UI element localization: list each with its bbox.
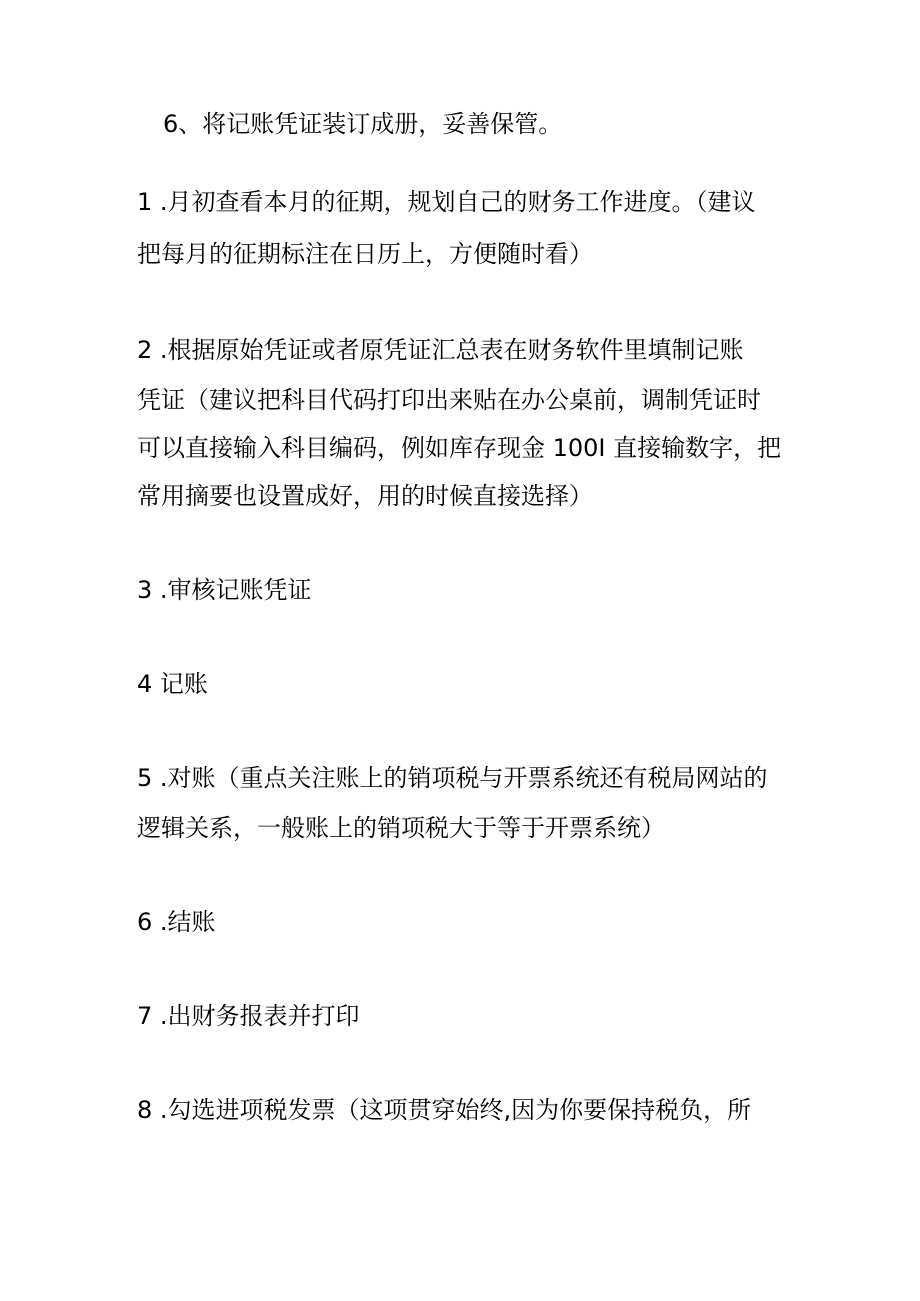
item-2-line-4: 常用摘要也设置成好，用的时候直接选择） [137,482,593,510]
item-2-line-3: 可以直接输入科目编码，例如库存现金 100I 直接输数字，把 [137,434,782,462]
item-1-line-1: 1 .月初查看本月的征期，规划自己的财务工作进度。（建议 [137,188,756,216]
item-3-line: 3 .审核记账凭证 [137,576,312,604]
item-2-line-1: 2 .根据原始凭证或者原凭证汇总表在财务软件里填制记账 [137,336,744,364]
item-7-line: 7 .出财务报表并打印 [137,1002,360,1030]
item-5-line-2: 逻辑关系，一般账上的销项税大于等于开票系统） [137,814,665,842]
item-6-line: 6 .结账 [137,908,216,936]
item-8-line-1: 8 .勾选进项税发票（这项贯穿始终,因为你要保持税负，所 [137,1096,752,1124]
item-2-line-2: 凭证（建议把科目代码打印出来贴在办公桌前，调制凭证时 [137,386,761,414]
item-4-line: 4 记账 [137,670,208,698]
step-6-binding-line: 6、将记账凭证装订成册，妥善保管。 [163,110,563,138]
item-5-line-1: 5 .对账（重点关注账上的销项税与开票系统还有税局网站的 [137,764,768,792]
item-1-line-2: 把每月的征期标注在日历上，方便随时看） [137,240,593,268]
